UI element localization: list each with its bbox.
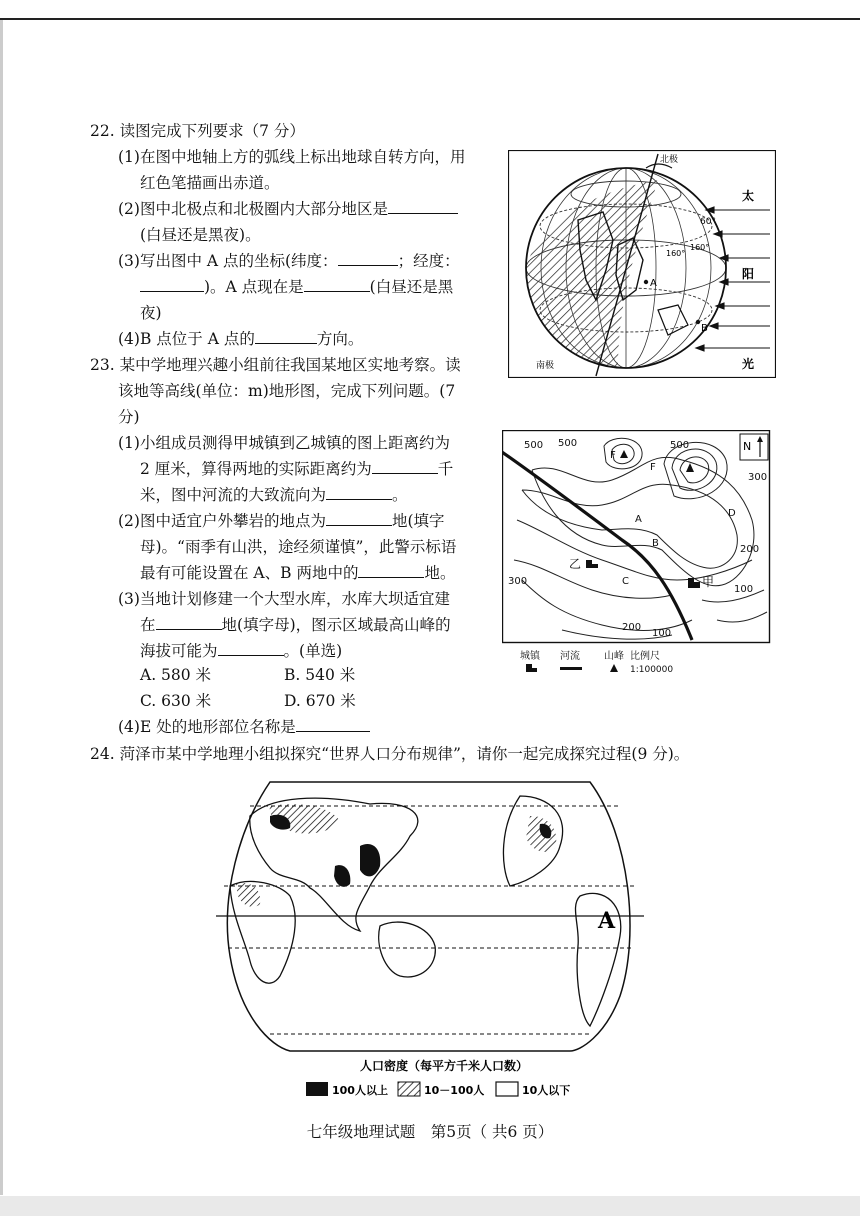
answer-blank[interactable] xyxy=(388,199,458,214)
density-legend-title: 人口密度（每平方千米人口数） xyxy=(360,1059,529,1073)
q23-part1-line2 xyxy=(140,458,453,480)
globe-figure xyxy=(508,150,776,378)
q22-part2-line1 xyxy=(118,198,458,220)
north-label: N xyxy=(743,440,752,453)
q23-title-line3: 分) xyxy=(118,408,140,426)
contour-500-label: 500 xyxy=(524,440,544,451)
legend-mid-label: 10－100人 xyxy=(424,1084,485,1097)
sun-char-3: 光 xyxy=(742,357,755,371)
q23-part2-line2: 母)。“雨季有山洪，途经须谨慎”，此警示标语 xyxy=(140,538,457,556)
q22-part3-line1 xyxy=(118,250,460,272)
q23-part3-line1: (3)当地计划修建一个大型水库，水库大坝适宜建 xyxy=(118,590,450,608)
q23-part3-text4: 。(单选) xyxy=(283,642,343,660)
q23-option-b[interactable]: B. 540 米 xyxy=(284,666,356,684)
answer-blank[interactable] xyxy=(255,329,317,344)
legend-scale-value: 1:100000 xyxy=(630,665,674,675)
lon-160-label: 160° xyxy=(666,249,686,258)
contour-map xyxy=(502,430,772,680)
peak-marker xyxy=(620,450,628,458)
river-line xyxy=(502,452,692,640)
q24-title: 24. 菏泽市某中学地理小组拟探究“世界人口分布规律”，请你一起完成探究过程(9 分)。 xyxy=(90,745,690,763)
lat-60-label: 60° xyxy=(700,217,716,227)
q23-part2-line3 xyxy=(140,562,455,584)
q22-part4-text: (4)B 点位于 A 点的 xyxy=(118,330,255,348)
town-jia-label: 甲 xyxy=(702,575,715,589)
q23-part2-text: (2)图中适宜户外攀岩的地点为 xyxy=(118,512,326,530)
q23-part3-line3 xyxy=(140,640,342,662)
q22-part3-text: (3)写出图中 A 点的坐标(纬度： xyxy=(118,252,338,270)
q23-title-line2: 该地等高线(单位：m)地形图，完成下列问题。(7 xyxy=(118,382,456,400)
q23-part1-text4: 。 xyxy=(392,486,408,504)
q23-option-d[interactable]: D. 670 米 xyxy=(284,692,356,710)
map-legend xyxy=(520,649,673,675)
point-b-marker xyxy=(696,320,700,324)
contour-100-label: 100 xyxy=(734,584,754,595)
legend-town-icon xyxy=(526,664,532,672)
legend-river-icon xyxy=(560,667,582,670)
q23-option-a[interactable]: A. 580 米 xyxy=(140,666,212,684)
q23-part4-text: (4)E 处的地形部位名称是 xyxy=(118,718,296,736)
answer-blank[interactable] xyxy=(296,717,370,732)
page-footer: 七年级地理试题 第5页（ 共6 页） xyxy=(306,1123,554,1141)
q22-part2-line2: (白昼还是黑夜)。 xyxy=(140,226,261,244)
q22-part3-text2: ；经度： xyxy=(397,252,460,270)
q22-part3-line2 xyxy=(140,276,453,298)
contour-500-label-3: 500 xyxy=(670,440,690,451)
contour-200-label-2: 200 xyxy=(622,622,642,633)
left-scan-edge xyxy=(0,20,3,1195)
contour-300-label-2: 300 xyxy=(508,576,528,587)
point-f-label: F xyxy=(610,450,616,461)
q23-part1-text: 2 厘米，算得两地的实际距离约为 xyxy=(140,460,372,478)
q22-part2-text: (2)图中北极点和北极圈内大部分地区是 xyxy=(118,200,388,218)
contour-500-label-2: 500 xyxy=(558,438,578,449)
legend-town-label: 城镇 xyxy=(520,651,540,662)
point-b-label: B xyxy=(652,538,659,549)
q23-part2-text2: 地(填字 xyxy=(391,512,445,530)
answer-blank[interactable] xyxy=(326,511,392,526)
sun-char-2: 阳 xyxy=(742,267,755,281)
q23-part1-line3 xyxy=(140,484,408,506)
answer-blank[interactable] xyxy=(372,459,438,474)
q23-part1-line1: (1)小组成员测得甲城镇到乙城镇的图上距离约为 xyxy=(118,434,450,452)
contour-100-label-2: 100 xyxy=(652,628,672,639)
q23-part3-text3: 海拔可能为 xyxy=(140,642,218,660)
q23-part3-text2: 地(填字母)，图示区域最高山峰的 xyxy=(221,616,451,634)
q23-part1-text3: 米，图中河流的大致流向为 xyxy=(140,486,327,504)
q22-part4-line xyxy=(118,328,363,350)
answer-blank[interactable] xyxy=(156,615,222,630)
q23-title-line1: 23. 某中学地理兴趣小组前往我国某地区实地考察。读 xyxy=(90,356,461,374)
point-d-label: D xyxy=(728,508,736,519)
top-rule xyxy=(0,18,860,20)
answer-blank[interactable] xyxy=(326,485,392,500)
point-c-label: C xyxy=(622,576,629,587)
sun-char-1: 太 xyxy=(742,189,755,203)
point-f-label-2: F xyxy=(650,462,656,473)
continents xyxy=(230,796,621,1026)
point-a-label: A xyxy=(635,514,642,525)
legend-peak-label: 山峰 xyxy=(604,651,624,662)
map-frame xyxy=(503,431,770,643)
contour-300-label: 300 xyxy=(748,472,768,483)
q23-part1-text2: 千 xyxy=(437,460,454,478)
legend-peak-icon xyxy=(610,664,618,672)
q22-part1-line1: (1)在图中地轴上方的弧线上标出地球自转方向，用 xyxy=(118,148,466,166)
legend-river-label: 河流 xyxy=(560,651,580,662)
q23-part3-text: 在 xyxy=(140,616,156,634)
answer-blank[interactable] xyxy=(338,251,398,266)
answer-blank[interactable] xyxy=(358,563,424,578)
world-population-map xyxy=(210,776,650,1114)
point-a-marker xyxy=(644,280,648,284)
peak-marker-2 xyxy=(686,463,694,472)
legend-mid-swatch xyxy=(398,1082,420,1096)
q22-part3-text3: )。A 点现在是 xyxy=(204,278,304,296)
south-pole-label: 南极 xyxy=(536,361,555,371)
q23-part4-line xyxy=(118,716,370,738)
q23-part2-text3: 最有可能设置在 A、B 两地中的 xyxy=(140,564,359,582)
q23-part3-line2 xyxy=(140,614,451,636)
q23-option-c[interactable]: C. 630 米 xyxy=(140,692,212,710)
answer-blank[interactable] xyxy=(304,277,370,292)
legend-high-label: 100人以上 xyxy=(332,1084,388,1097)
bottom-scan-edge xyxy=(0,1196,860,1216)
answer-blank[interactable] xyxy=(140,277,204,292)
town-yi-marker xyxy=(586,560,592,568)
north-pole-label: 北极 xyxy=(660,155,679,165)
town-jia-marker xyxy=(688,578,694,588)
q22-title: 22. 读图完成下列要求（7 分） xyxy=(90,122,305,140)
contour-200-label: 200 xyxy=(740,544,760,555)
q22-part3-text4: (白昼还是黑 xyxy=(369,278,454,296)
legend-high-swatch xyxy=(306,1082,328,1096)
q22-part1-line2: 红色笔描画出赤道。 xyxy=(140,174,280,192)
point-b-label: B xyxy=(701,323,708,334)
region-a-label: A xyxy=(598,908,616,934)
q23-part2-text4: 地。 xyxy=(424,564,456,582)
answer-blank[interactable] xyxy=(218,641,284,656)
q23-part2-line1 xyxy=(118,510,445,532)
point-a-label: A xyxy=(650,278,657,289)
q22-part4-text2: 方向。 xyxy=(316,330,364,348)
legend-low-swatch xyxy=(496,1082,518,1096)
legend-low-label: 10人以下 xyxy=(522,1084,571,1097)
contour-lines xyxy=(514,438,767,639)
legend-scale-label: 比例尺 xyxy=(630,651,660,662)
town-yi-label: 乙 xyxy=(569,557,582,571)
q22-part3-line3: 夜) xyxy=(140,304,162,322)
lon-160-label-2: 160° xyxy=(690,243,710,252)
